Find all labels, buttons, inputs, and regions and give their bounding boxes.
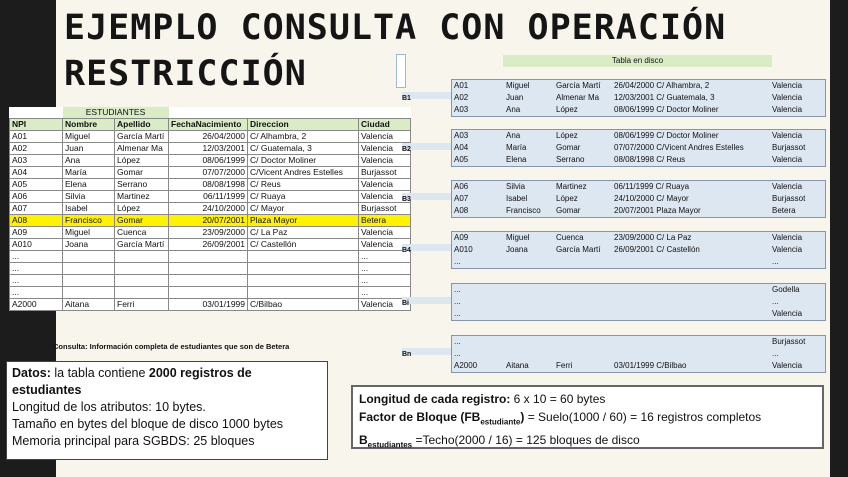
cell-apellido: Serrano bbox=[115, 179, 169, 191]
disk-record bbox=[452, 154, 825, 166]
cell-fecha bbox=[169, 263, 248, 275]
disk-cell: 26/04/2000 C/ Alhambra, 2 bbox=[614, 81, 710, 90]
cell-ciudad: Valencia bbox=[359, 299, 411, 311]
datos-line-3: Tamaño en bytes del bloque de disco 1000 bytes bbox=[12, 417, 284, 431]
students-caption-row bbox=[10, 107, 411, 119]
cell-nombre bbox=[63, 263, 115, 275]
students-header-row bbox=[10, 119, 411, 131]
cell-dir: C/ Castellón bbox=[248, 239, 359, 251]
cell-dir: C/Bilbao bbox=[248, 299, 359, 311]
disk-cell: Valencia bbox=[772, 233, 803, 242]
cell-apellido: Gomar bbox=[115, 215, 169, 227]
cell-fecha bbox=[169, 275, 248, 287]
disk-cell: 12/03/2001 C/ Guatemala, 3 bbox=[614, 93, 715, 102]
disk-cell: Elena bbox=[506, 155, 527, 164]
disk-record bbox=[452, 181, 825, 193]
cell-dir: C/ Ruaya bbox=[248, 191, 359, 203]
cell-npi: ... bbox=[10, 251, 63, 263]
students-table-body bbox=[10, 131, 411, 311]
cell-dir: C/ Doctor Moliner bbox=[248, 155, 359, 167]
disk-cell: García Martí bbox=[556, 245, 601, 254]
disk-cell bbox=[612, 308, 770, 320]
disk-record bbox=[452, 193, 825, 205]
cell-fecha: 26/09/2001 bbox=[169, 239, 248, 251]
cell-nombre: Isabel bbox=[63, 203, 115, 215]
small-frame bbox=[396, 54, 406, 88]
disk-cell: ... bbox=[454, 337, 461, 346]
disk-block bbox=[451, 129, 826, 167]
cell-apellido: García Martí bbox=[115, 239, 169, 251]
disk-cell: ... bbox=[454, 349, 461, 358]
disk-cell bbox=[612, 284, 770, 296]
disk-cell bbox=[554, 296, 612, 308]
disk-cell: 03/01/1999 C/Bilbao bbox=[614, 361, 687, 370]
cell-ciudad: Valencia bbox=[359, 179, 411, 191]
cell-nombre: Francisco bbox=[63, 215, 115, 227]
disk-table-label: Tabla en disco bbox=[503, 55, 772, 67]
cell-ciudad: Betera bbox=[359, 215, 411, 227]
cell-ciudad: Valencia bbox=[359, 239, 411, 251]
cell-dir bbox=[248, 251, 359, 263]
disk-cell: Cuenca bbox=[556, 233, 584, 242]
disk-cell bbox=[504, 284, 554, 296]
calc-l1-value: 6 x 10 = 60 bytes bbox=[510, 392, 606, 406]
disk-cell: Ferri bbox=[556, 361, 573, 370]
data-info-box bbox=[6, 361, 328, 460]
cell-npi: ... bbox=[10, 275, 63, 287]
cell-npi: A01 bbox=[10, 131, 63, 143]
disk-cell: Valencia bbox=[772, 245, 803, 254]
cell-npi: A05 bbox=[10, 179, 63, 191]
cell-dir bbox=[248, 287, 359, 299]
disk-cell: 20/07/2001 Plaza Mayor bbox=[614, 206, 701, 215]
disk-cell: 08/08/1998 C/ Reus bbox=[614, 155, 686, 164]
block-label: B4 bbox=[402, 247, 411, 254]
header-fecha: FechaNacimiento bbox=[169, 119, 248, 131]
cell-nombre bbox=[63, 251, 115, 263]
disk-record bbox=[452, 205, 825, 217]
cell-ciudad: Valencia bbox=[359, 191, 411, 203]
disk-cell: 06/11/1999 C/ Ruaya bbox=[614, 182, 690, 191]
disk-cell: Betera bbox=[772, 206, 796, 215]
disk-block bbox=[451, 335, 826, 373]
disk-cell: ... bbox=[454, 297, 461, 306]
disk-cell: A01 bbox=[454, 81, 469, 90]
calc-blocks bbox=[359, 431, 816, 454]
cell-npi: ... bbox=[10, 287, 63, 299]
disk-cell bbox=[554, 308, 612, 320]
datos-records: 2000 registros de estudiantes bbox=[12, 366, 252, 397]
disk-block bbox=[451, 180, 826, 218]
cell-apellido: López bbox=[115, 155, 169, 167]
disk-cell: 08/06/1999 C/ Doctor Moliner bbox=[614, 131, 719, 140]
disk-cell: A02 bbox=[454, 93, 469, 102]
disk-cell: 24/10/2000 C/ Mayor bbox=[614, 194, 689, 203]
cell-npi: A2000 bbox=[10, 299, 63, 311]
table-row bbox=[10, 179, 411, 191]
cell-fecha: 26/04/2000 bbox=[169, 131, 248, 143]
table-row bbox=[10, 203, 411, 215]
cell-nombre: Juan bbox=[63, 143, 115, 155]
table-row bbox=[10, 155, 411, 167]
calc-l2-close: ) bbox=[520, 410, 525, 424]
disk-cell: Serrano bbox=[556, 155, 585, 164]
disk-record bbox=[452, 80, 825, 92]
table-row bbox=[10, 131, 411, 143]
cell-fecha: 03/01/1999 bbox=[169, 299, 248, 311]
table-row bbox=[10, 215, 411, 227]
cell-apellido: Martinez bbox=[115, 191, 169, 203]
table-row bbox=[10, 167, 411, 179]
cell-dir: C/ Alhambra, 2 bbox=[248, 131, 359, 143]
block-label: B3 bbox=[402, 196, 411, 203]
table-row bbox=[10, 287, 411, 299]
cell-ciudad: ... bbox=[359, 251, 411, 263]
cell-npi: A08 bbox=[10, 215, 63, 227]
cell-apellido: Gomar bbox=[115, 167, 169, 179]
block-label: Bn bbox=[402, 351, 412, 358]
cell-dir: C/ Guatemala, 3 bbox=[248, 143, 359, 155]
calc-l2-sub: estudiante bbox=[480, 417, 521, 427]
disk-cell: 26/09/2001 C/ Castellón bbox=[614, 245, 700, 254]
disk-cell: A09 bbox=[454, 233, 469, 242]
cell-npi: ... bbox=[10, 263, 63, 275]
cell-apellido: Cuenca bbox=[115, 227, 169, 239]
calc-l3-value: =Techo(2000 / 16) = 125 bloques de disco bbox=[412, 433, 640, 448]
disk-cell: Miguel bbox=[506, 81, 530, 90]
disk-cell: ... bbox=[454, 309, 461, 318]
disk-cell: López bbox=[556, 131, 578, 140]
cell-ciudad: ... bbox=[359, 275, 411, 287]
header-apellido: Apellido bbox=[115, 119, 169, 131]
cell-dir: C/ Mayor bbox=[248, 203, 359, 215]
cell-apellido bbox=[115, 263, 169, 275]
calc-l3-label: B bbox=[359, 433, 368, 448]
disk-cell: A08 bbox=[454, 206, 469, 215]
cell-npi: A03 bbox=[10, 155, 63, 167]
disk-cell: Isabel bbox=[506, 194, 528, 203]
disk-cell: Burjassot bbox=[772, 337, 806, 346]
right-decorative-band bbox=[830, 0, 848, 477]
disk-cell: A03 bbox=[454, 131, 469, 140]
disk-record bbox=[452, 336, 825, 348]
disk-cell: Valencia bbox=[772, 105, 803, 114]
table-row bbox=[10, 227, 411, 239]
cell-npi: A02 bbox=[10, 143, 63, 155]
disk-record bbox=[452, 284, 825, 296]
calc-l2-label: Factor de Bloque (FB bbox=[359, 410, 481, 424]
cell-npi: A010 bbox=[10, 239, 63, 251]
datos-line-2: Longitud de los atributos: 10 bytes. bbox=[12, 400, 206, 414]
cell-dir: C/Vicent Andres Estelles bbox=[248, 167, 359, 179]
disk-cell: A07 bbox=[454, 194, 469, 203]
disk-cell: López bbox=[556, 105, 578, 114]
disk-cell: García Martí bbox=[556, 81, 601, 90]
cell-nombre: María bbox=[63, 167, 115, 179]
cell-nombre: Miguel bbox=[63, 227, 115, 239]
disk-record bbox=[452, 360, 825, 372]
table-row bbox=[10, 239, 411, 251]
cell-fecha: 20/07/2001 bbox=[169, 215, 248, 227]
students-table-caption: ESTUDIANTES bbox=[63, 107, 169, 119]
cell-apellido: Ferri bbox=[115, 299, 169, 311]
cell-ciudad: Burjassot bbox=[359, 167, 411, 179]
cell-ciudad: Burjassot bbox=[359, 203, 411, 215]
cell-nombre: Miguel bbox=[63, 131, 115, 143]
header-npi: NPI bbox=[10, 119, 63, 131]
calc-block-factor bbox=[359, 408, 816, 431]
disk-record bbox=[452, 130, 825, 142]
cell-dir bbox=[248, 263, 359, 275]
cell-npi: A07 bbox=[10, 203, 63, 215]
disk-cell bbox=[612, 296, 770, 308]
disk-cell: Valencia bbox=[772, 93, 803, 102]
cell-nombre: Silvia bbox=[63, 191, 115, 203]
disk-cell: Gomar bbox=[556, 206, 581, 215]
disk-cell: A04 bbox=[454, 143, 469, 152]
disk-cell: A03 bbox=[454, 105, 469, 114]
students-table bbox=[9, 107, 411, 311]
disk-cell: A05 bbox=[454, 155, 469, 164]
cell-ciudad: Valencia bbox=[359, 143, 411, 155]
disk-cell: ... bbox=[772, 349, 779, 358]
cell-fecha bbox=[169, 287, 248, 299]
disk-cell bbox=[504, 348, 554, 360]
block-pointer bbox=[402, 297, 451, 304]
disk-cell: Joana bbox=[506, 245, 528, 254]
cell-nombre: Elena bbox=[63, 179, 115, 191]
cell-fecha bbox=[169, 251, 248, 263]
disk-cell: 08/06/1999 C/ Doctor Moliner bbox=[614, 105, 719, 114]
disk-cell: Miguel bbox=[506, 233, 530, 242]
disk-cell bbox=[554, 336, 612, 348]
cell-apellido: García Martí bbox=[115, 131, 169, 143]
disk-cell: A010 bbox=[454, 245, 473, 254]
calc-l3-sub: estudiantes bbox=[367, 440, 413, 450]
disk-record bbox=[452, 256, 825, 268]
cell-nombre: Aitana bbox=[63, 299, 115, 311]
disk-cell: Martinez bbox=[556, 182, 587, 191]
disk-cell: ... bbox=[454, 257, 461, 266]
disk-record bbox=[452, 104, 825, 116]
cell-ciudad: Valencia bbox=[359, 227, 411, 239]
disk-cell bbox=[504, 256, 554, 268]
cell-ciudad: Valencia bbox=[359, 131, 411, 143]
cell-fecha: 06/11/1999 bbox=[169, 191, 248, 203]
table-row bbox=[10, 263, 411, 275]
cell-ciudad: Valencia bbox=[359, 155, 411, 167]
disk-cell bbox=[554, 284, 612, 296]
cell-apellido bbox=[115, 251, 169, 263]
cell-fecha: 07/07/2000 bbox=[169, 167, 248, 179]
disk-cell: Silvia bbox=[506, 182, 526, 191]
disk-cell: Valencia bbox=[772, 309, 803, 318]
block-label: B1 bbox=[402, 95, 411, 102]
calc-l1-label: Longitud de cada registro: bbox=[359, 392, 511, 406]
disk-cell: Valencia bbox=[772, 81, 803, 90]
disk-cell: Almenar Ma bbox=[556, 93, 600, 102]
disk-cell bbox=[612, 336, 770, 348]
disk-cell: A06 bbox=[454, 182, 469, 191]
datos-line-4: Memoria principal para SGBDS: 25 bloques bbox=[12, 434, 255, 448]
disk-record bbox=[452, 92, 825, 104]
disk-cell: ... bbox=[454, 285, 461, 294]
disk-record bbox=[452, 244, 825, 256]
disk-cell: Aitana bbox=[506, 361, 529, 370]
cell-nombre bbox=[63, 287, 115, 299]
disk-record bbox=[452, 296, 825, 308]
disk-cell bbox=[554, 348, 612, 360]
cell-dir bbox=[248, 275, 359, 287]
disk-cell: López bbox=[556, 194, 578, 203]
cell-npi: A04 bbox=[10, 167, 63, 179]
disk-cell bbox=[504, 308, 554, 320]
disk-block bbox=[451, 231, 826, 269]
disk-cell bbox=[612, 348, 770, 360]
disk-cell: Ana bbox=[506, 131, 521, 140]
header-direccion: Direccion bbox=[248, 119, 359, 131]
table-row bbox=[10, 275, 411, 287]
disk-block bbox=[451, 283, 826, 321]
disk-cell: Francisco bbox=[506, 206, 541, 215]
cell-nombre bbox=[63, 275, 115, 287]
cell-dir: Plaza Mayor bbox=[248, 215, 359, 227]
datos-line-1 bbox=[12, 365, 322, 399]
cell-fecha: 12/03/2001 bbox=[169, 143, 248, 155]
cell-fecha: 08/06/1999 bbox=[169, 155, 248, 167]
disk-cell bbox=[504, 296, 554, 308]
disk-cell: Valencia bbox=[772, 182, 803, 191]
disk-cell: Burjassot bbox=[772, 143, 806, 152]
disk-cell: Juan bbox=[506, 93, 524, 102]
table-row bbox=[10, 299, 411, 311]
cell-npi: A06 bbox=[10, 191, 63, 203]
cell-apellido bbox=[115, 287, 169, 299]
disk-cell: ... bbox=[772, 257, 779, 266]
cell-apellido bbox=[115, 275, 169, 287]
disk-cell: Godella bbox=[772, 285, 800, 294]
cell-npi: A09 bbox=[10, 227, 63, 239]
disk-cell: 23/09/2000 C/ La Paz bbox=[614, 233, 692, 242]
datos-text: la tabla contiene bbox=[50, 366, 149, 380]
header-nombre: Nombre bbox=[63, 119, 115, 131]
cell-dir: C/ Reus bbox=[248, 179, 359, 191]
header-ciudad: Ciudad bbox=[359, 119, 411, 131]
datos-label: Datos: bbox=[12, 366, 51, 380]
disk-cell: Ana bbox=[506, 105, 521, 114]
calc-l2-value: = Suelo(1000 / 60) = 16 registros completos bbox=[524, 410, 762, 424]
table-row bbox=[10, 251, 411, 263]
disk-cell: Valencia bbox=[772, 361, 803, 370]
disk-cell: 07/07/2000 C/Vicent Andres Estelles bbox=[614, 143, 744, 152]
disk-cell: Valencia bbox=[772, 155, 803, 164]
cell-apellido: López bbox=[115, 203, 169, 215]
calculation-box bbox=[351, 385, 824, 449]
disk-cell bbox=[612, 256, 770, 268]
block-label: B2 bbox=[402, 146, 411, 153]
disk-record bbox=[452, 142, 825, 154]
cell-ciudad: ... bbox=[359, 263, 411, 275]
disk-record bbox=[452, 308, 825, 320]
table-row bbox=[10, 191, 411, 203]
disk-cell: Gomar bbox=[556, 143, 581, 152]
calc-record-length bbox=[359, 390, 816, 408]
slide-title-line-1: EJEMPLO CONSULTA CON OPERACIÓN bbox=[64, 8, 727, 48]
slide-title-line-2: RESTRICCIÓN bbox=[64, 54, 307, 94]
cell-ciudad: ... bbox=[359, 287, 411, 299]
disk-block bbox=[451, 79, 826, 117]
disk-cell bbox=[554, 256, 612, 268]
cell-fecha: 24/10/2000 bbox=[169, 203, 248, 215]
block-label: Bi bbox=[402, 300, 409, 307]
disk-cell: Valencia bbox=[772, 131, 803, 140]
cell-nombre: Joana bbox=[63, 239, 115, 251]
disk-cell: ... bbox=[772, 297, 779, 306]
disk-cell bbox=[504, 336, 554, 348]
disk-cell: Burjassot bbox=[772, 194, 806, 203]
table-row bbox=[10, 143, 411, 155]
cell-nombre: Ana bbox=[63, 155, 115, 167]
query-caption: Consulta: Información completa de estudiantes que son de Betera bbox=[53, 342, 290, 351]
cell-fecha: 08/08/1998 bbox=[169, 179, 248, 191]
disk-cell: María bbox=[506, 143, 527, 152]
cell-apellido: Almenar Ma bbox=[115, 143, 169, 155]
disk-cell: A2000 bbox=[454, 361, 478, 370]
disk-record bbox=[452, 232, 825, 244]
disk-record bbox=[452, 348, 825, 360]
cell-fecha: 23/09/2000 bbox=[169, 227, 248, 239]
cell-dir: C/ La Paz bbox=[248, 227, 359, 239]
